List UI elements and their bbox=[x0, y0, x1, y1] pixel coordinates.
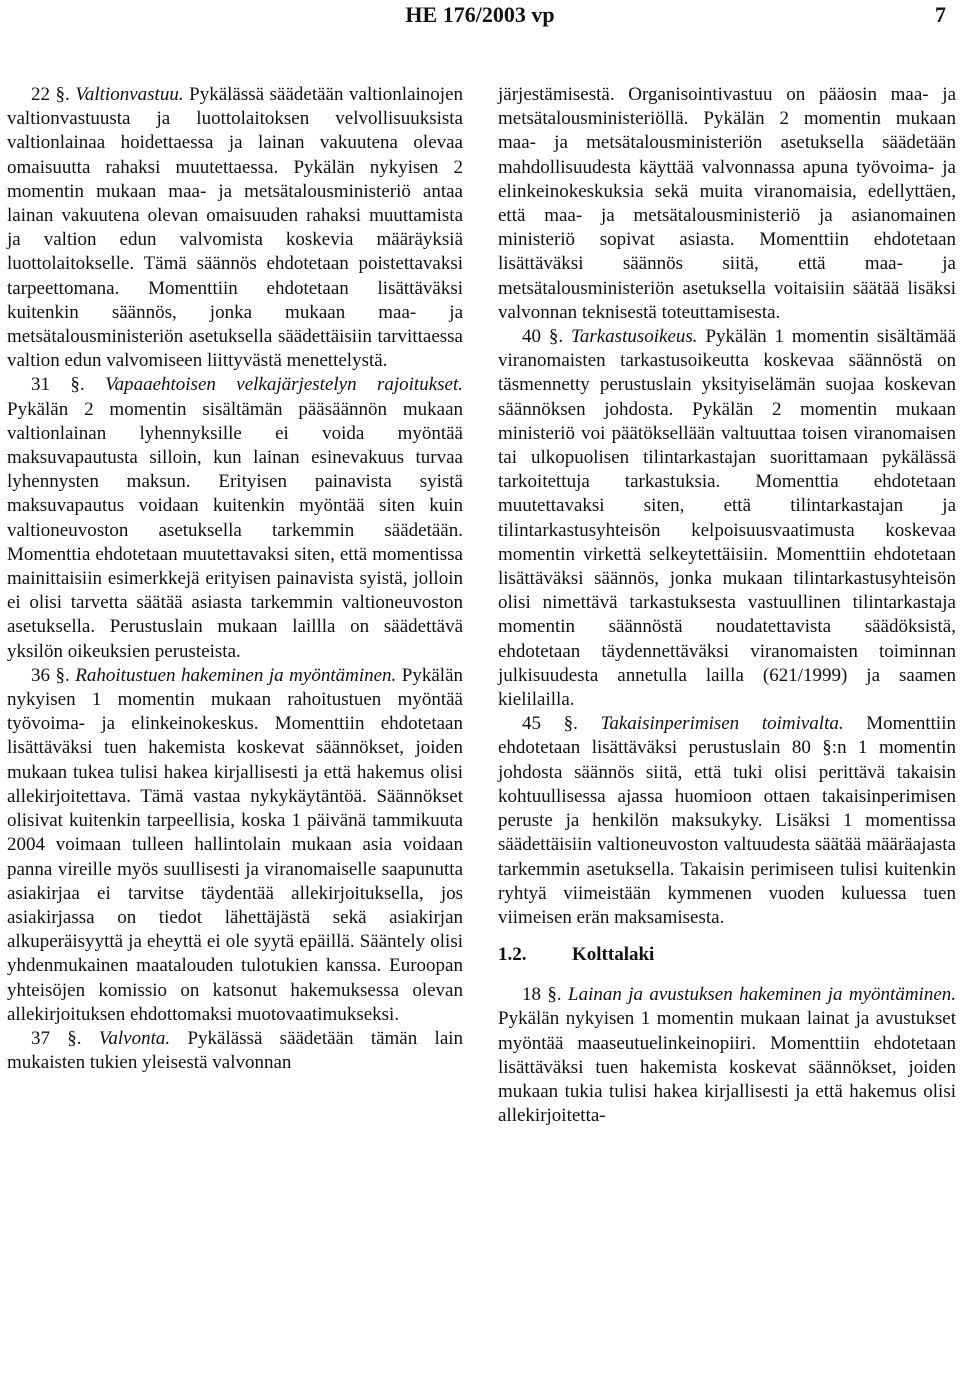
paragraph-45 bbox=[498, 712, 956, 930]
paragraph-31 bbox=[7, 373, 463, 663]
section-number: 36 §. bbox=[31, 664, 70, 686]
left-column bbox=[7, 83, 463, 1075]
paragraph-37-continued bbox=[498, 83, 956, 325]
paragraph-body: Pykälän 2 momentin sisältämän pääsäännön mukaan valtionlainan lyhennyksille ei voida myöntää maksuvapautusta silloin, kun lainan esinevakuus turvaa lyhennysten maksun. Erityisen painavista syistä maksuvapautus voidaan kuitenkin myöntää siten kuin valtioneuvoston asetuksella tarkemmin säädetään. Momenttia ehdotetaan muutettavaksi siten, että momentissa mainittaisiin esimerkkejä erityisen painavista syistä, jolloin ei olisi tarvetta säätää asiasta tarkemmin valtioneuvoston asetuksella. Perustuslain mukaan laillla on säädettävä yksilön oikeuksien perusteista. bbox=[7, 398, 463, 662]
paragraph-body: Momenttiin ehdotetaan lisättäväksi perustuslain 80 §:n 1 momentin johdosta säännös siitä, että tuki olisi perittävä takaisin kohtuullisessa ajassa huomioon ottaen takaisinperimisen peruste ja henkilön maksukyky. Lisäksi 1 momentissa säädettäisiin valtioneuvoston valtuudesta säätää määräajasta tarkemmin asetuksella. Takaisin perimiseen tulisi kuitenkin ryhtyä viimeistään kymmenen vuoden kuluessa tuen viimeisen erän maksamisesta. bbox=[498, 713, 956, 928]
section-title: Rahoitustuen hakeminen ja myöntäminen. bbox=[75, 664, 397, 686]
section-title: Vapaaehtoisen velkajärjestelyn rajoitukset. bbox=[105, 374, 463, 396]
paragraph-body: Pykälän nykyisen 1 momentin mukaan lainat ja avustukset myöntää maaseutuelinkeinopiiri. Momenttiin ehdotetaan lisättäväksi tuen hakemista koskevat säännökset, joiden mukaan tukia tulisi hakea kirjallisesti ja että hakemus olisi allekirjoitetta- bbox=[498, 1008, 956, 1127]
section-number: 37 §. bbox=[31, 1027, 82, 1049]
section-title: Lainan ja avustuksen hakeminen ja myöntäminen. bbox=[568, 984, 957, 1006]
section-number: 40 §. bbox=[522, 326, 564, 348]
paragraph-body: järjestämisestä. Organisointivastuu on pääosin maa- ja metsätalousministeriöllä. Pykälän 2 momentin mukaan maa- ja metsätalousministeriön asetuksella säädetään mahdollisuudesta käyttää valvonnassa apuna työvoima- ja elinkeinokeskuksia sekä muita viranomaisia, edellyttäen, että maa- ja metsätalousministeriö ja asianomainen ministeriö sopivat asiasta. Momenttiin ehdotetaan lisättäväksi säännös siitä, että maa- ja metsätalousministeriön asetuksella voitaisiin säätää lisäksi valvonnan teknisestä toteuttamisesta. bbox=[498, 84, 956, 323]
paragraph-body: Pykälässä säädetään tämän lain mukaisten tukien yleisestä valvonnan bbox=[7, 1027, 464, 1074]
paragraph-36 bbox=[7, 664, 463, 1027]
paragraph-18 bbox=[498, 983, 956, 1128]
paragraph-22 bbox=[7, 83, 463, 373]
paragraph-40 bbox=[498, 325, 956, 712]
section-heading-title: Kolttalaki bbox=[572, 944, 655, 966]
section-title: Valvonta. bbox=[98, 1027, 171, 1049]
section-title: Valtionvastuu. bbox=[75, 84, 184, 105]
section-title: Tarkastusoikeus. bbox=[571, 326, 698, 348]
section-number: 31 §. bbox=[31, 374, 85, 396]
paragraph-body: Pykälän nykyisen 1 momentin mukaan rahoitustuen myöntää työvoima- ja elinkeinokeskus. Momenttiin ehdotetaan lisättäväksi tuen hakemista koskevat säännökset, joiden mukaan tukea tulisi hakea kirjallisesti ja että hakemus olisi allekirjoitettava. Tämä vastaa nykykäytäntöä. Säännökset olisivat kuitenkin tarpeellisia, koska 1 päivänä tammikuuta 2004 voimaan tulleen hallintolain mukaan asia voidaan panna vireille myös suullisesti ja viranomaiselle saapunutta asiakirjaa ei tarvitse täydentää allekirjoituksella, jos asiakirjassa on tiedot lähettäjästä sekä asiakirjan alkuperäisyyttä ja eheyttä ei ole syytä epäillä. Sääntely olisi yhdenmukainen maatalouden tulotukien kanssa. Euroopan yhteisöjen komissio on katsonut hakemuksessa olevan allekirjoituksen ehdottomaksi muotovaatimukseksi. bbox=[7, 664, 464, 1025]
paragraph-body: Pykälässä säädetään valtionlainojen valtionvastuusta ja luottolaitoksen velvollisuuksista valtionlainaa hoidettaessa ja lainan vakuutena olevaa omaisuutta rahaksi muutettaessa. Pykälän nykyisen 2 momentin mukaan maa- ja metsätalousministeriö antaa lainan vakuutena olevan omaisuuden rahaksi muuttamista ja valtion edun valvomista koskevia määräyksiä luottolaitokselle. Tämä säännös ehdotetaan poistettavaksi tarpeettomana. Momenttiin ehdotetaan lisättäväksi kuitenkin säännös, jonka mukaan maa- ja metsätalousministeriön asetuksella säädettäisiin tarvittaessa valtion edun valvomiseen liittyvästä menettelystä. bbox=[7, 84, 464, 372]
document-title: HE 176/2003 vp bbox=[405, 2, 555, 27]
page-number: 7 bbox=[935, 2, 946, 27]
section-number: 45 §. bbox=[522, 713, 578, 735]
section-heading-number: 1.2. bbox=[498, 944, 527, 966]
section-number: 22 §. bbox=[31, 84, 70, 105]
right-column bbox=[498, 83, 956, 1128]
paragraph-37 bbox=[7, 1027, 463, 1075]
section-number: 18 §. bbox=[522, 984, 562, 1006]
paragraph-body: Pykälän 1 momentin sisältämää viranomaisten tarkastusoikeutta koskevaa säännöstä on täsmennetty perustuslain yksityiselämän suojaa koskevan säännöksen johdosta. Pykälän 2 momentin mukaan ministeriö voi päätöksellään valtuuttaa toisen viranomaisen tai ulkopuolisen tilintarkastajan suorittamaan pykälässä tarkoitettuja tarkastuksia. Momenttia ehdotetaan muutettavaksi siten, että tilintarkastajan ja tilintarkastusyhteisön kelpoisuusvaatimusta koskevaa momentin virkettä selkeytettäisiin. Momenttiin ehdotetaan lisättäväksi säännös, jonka mukaan tilintarkastusyhteisön olisi nimettävä tarkastuksesta vastuullinen tilintarkastaja momentin säännöstä noudatettavista säädöksistä, ehdotetaan täydennettäväksi viranomaisten toiminnan julkisuudesta annetulla lailla (621/1999) ja saamen kielilailla. bbox=[498, 326, 956, 711]
section-heading bbox=[498, 943, 956, 967]
section-title: Takaisinperimisen toimivalta. bbox=[600, 713, 844, 735]
page-header bbox=[0, 0, 960, 40]
